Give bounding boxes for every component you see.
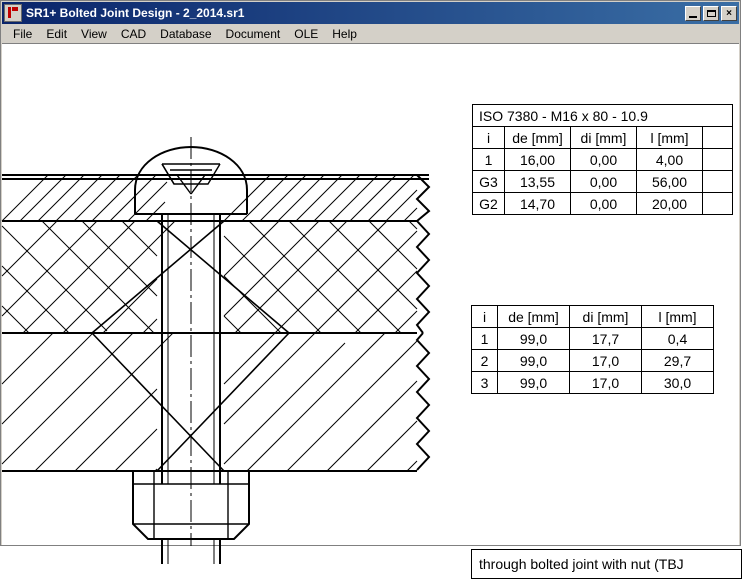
table-row xyxy=(472,372,714,394)
menu-item-edit[interactable]: Edit xyxy=(46,26,68,41)
cell-di: 0,00 xyxy=(571,171,637,193)
cell-l: 29,7 xyxy=(642,350,714,372)
maximize-button[interactable] xyxy=(703,6,719,21)
menu-item-cad[interactable]: CAD xyxy=(120,26,147,41)
cell-de: 99,0 xyxy=(498,350,570,372)
cell-de: 13,55 xyxy=(505,171,571,193)
cell-l: 56,00 xyxy=(637,171,703,193)
menu-item-view[interactable]: View xyxy=(81,26,107,41)
bolt-table-title: ISO 7380 - M16 x 80 - 10.9 xyxy=(473,105,733,127)
cell-de: 14,70 xyxy=(505,193,571,215)
menu-item-document[interactable]: Document xyxy=(225,26,281,41)
cell-de: 16,00 xyxy=(505,149,571,171)
plate-header-de: de [mm] xyxy=(498,306,570,328)
minimize-button[interactable] xyxy=(685,6,701,21)
cell-i: 3 xyxy=(472,372,498,394)
minimize-icon xyxy=(689,16,697,18)
table-row xyxy=(472,350,714,372)
joint-type-caption: through bolted joint with nut (TBJ xyxy=(471,549,742,579)
bolt-header-l: l [mm] xyxy=(637,127,703,149)
menu-bar xyxy=(2,24,739,43)
app-icon xyxy=(4,4,22,22)
bolt-data-table xyxy=(472,104,733,215)
bolt-header-de: de [mm] xyxy=(505,127,571,149)
bolt-header-di: di [mm] xyxy=(571,127,637,149)
plate-header-di: di [mm] xyxy=(570,306,642,328)
cell-di: 0,00 xyxy=(571,149,637,171)
close-button[interactable] xyxy=(721,6,737,21)
plate-header-l: l [mm] xyxy=(642,306,714,328)
cell-i: 1 xyxy=(472,328,498,350)
menu-item-database[interactable]: Database xyxy=(160,26,212,41)
cell-extra xyxy=(703,149,733,171)
window-title: SR1+ Bolted Joint Design - 2_2014.sr1 xyxy=(26,6,245,20)
cell-i: G2 xyxy=(473,193,505,215)
cell-di: 17,7 xyxy=(570,328,642,350)
cell-di: 17,0 xyxy=(570,372,642,394)
table-header-row xyxy=(472,306,714,328)
cell-l: 20,00 xyxy=(637,193,703,215)
cell-de: 99,0 xyxy=(498,328,570,350)
table-header-row xyxy=(473,127,733,149)
cell-l: 4,00 xyxy=(637,149,703,171)
cell-l: 0,4 xyxy=(642,328,714,350)
table-row xyxy=(473,149,733,171)
title-bar[interactable] xyxy=(2,2,739,24)
cell-i: G3 xyxy=(473,171,505,193)
table-row xyxy=(473,193,733,215)
cell-de: 99,0 xyxy=(498,372,570,394)
table-row xyxy=(473,105,733,127)
cell-extra xyxy=(703,193,733,215)
cell-di: 17,0 xyxy=(570,350,642,372)
close-icon: × xyxy=(726,7,732,19)
menu-item-file[interactable]: File xyxy=(13,26,33,41)
cell-i: 2 xyxy=(472,350,498,372)
cell-extra xyxy=(703,171,733,193)
menu-item-help[interactable]: Help xyxy=(332,26,357,41)
bolt-header-i: i xyxy=(473,127,505,149)
cell-i: 1 xyxy=(473,149,505,171)
window-controls xyxy=(685,6,737,21)
maximize-icon xyxy=(707,10,716,17)
table-row xyxy=(473,171,733,193)
cell-di: 0,00 xyxy=(571,193,637,215)
table-row xyxy=(472,328,714,350)
plate-header-i: i xyxy=(472,306,498,328)
document-canvas[interactable] xyxy=(2,43,739,572)
menu-item-ole[interactable]: OLE xyxy=(294,26,319,41)
plate-data-table xyxy=(471,305,714,394)
cell-l: 30,0 xyxy=(642,372,714,394)
bolt-header-extra xyxy=(703,127,733,149)
